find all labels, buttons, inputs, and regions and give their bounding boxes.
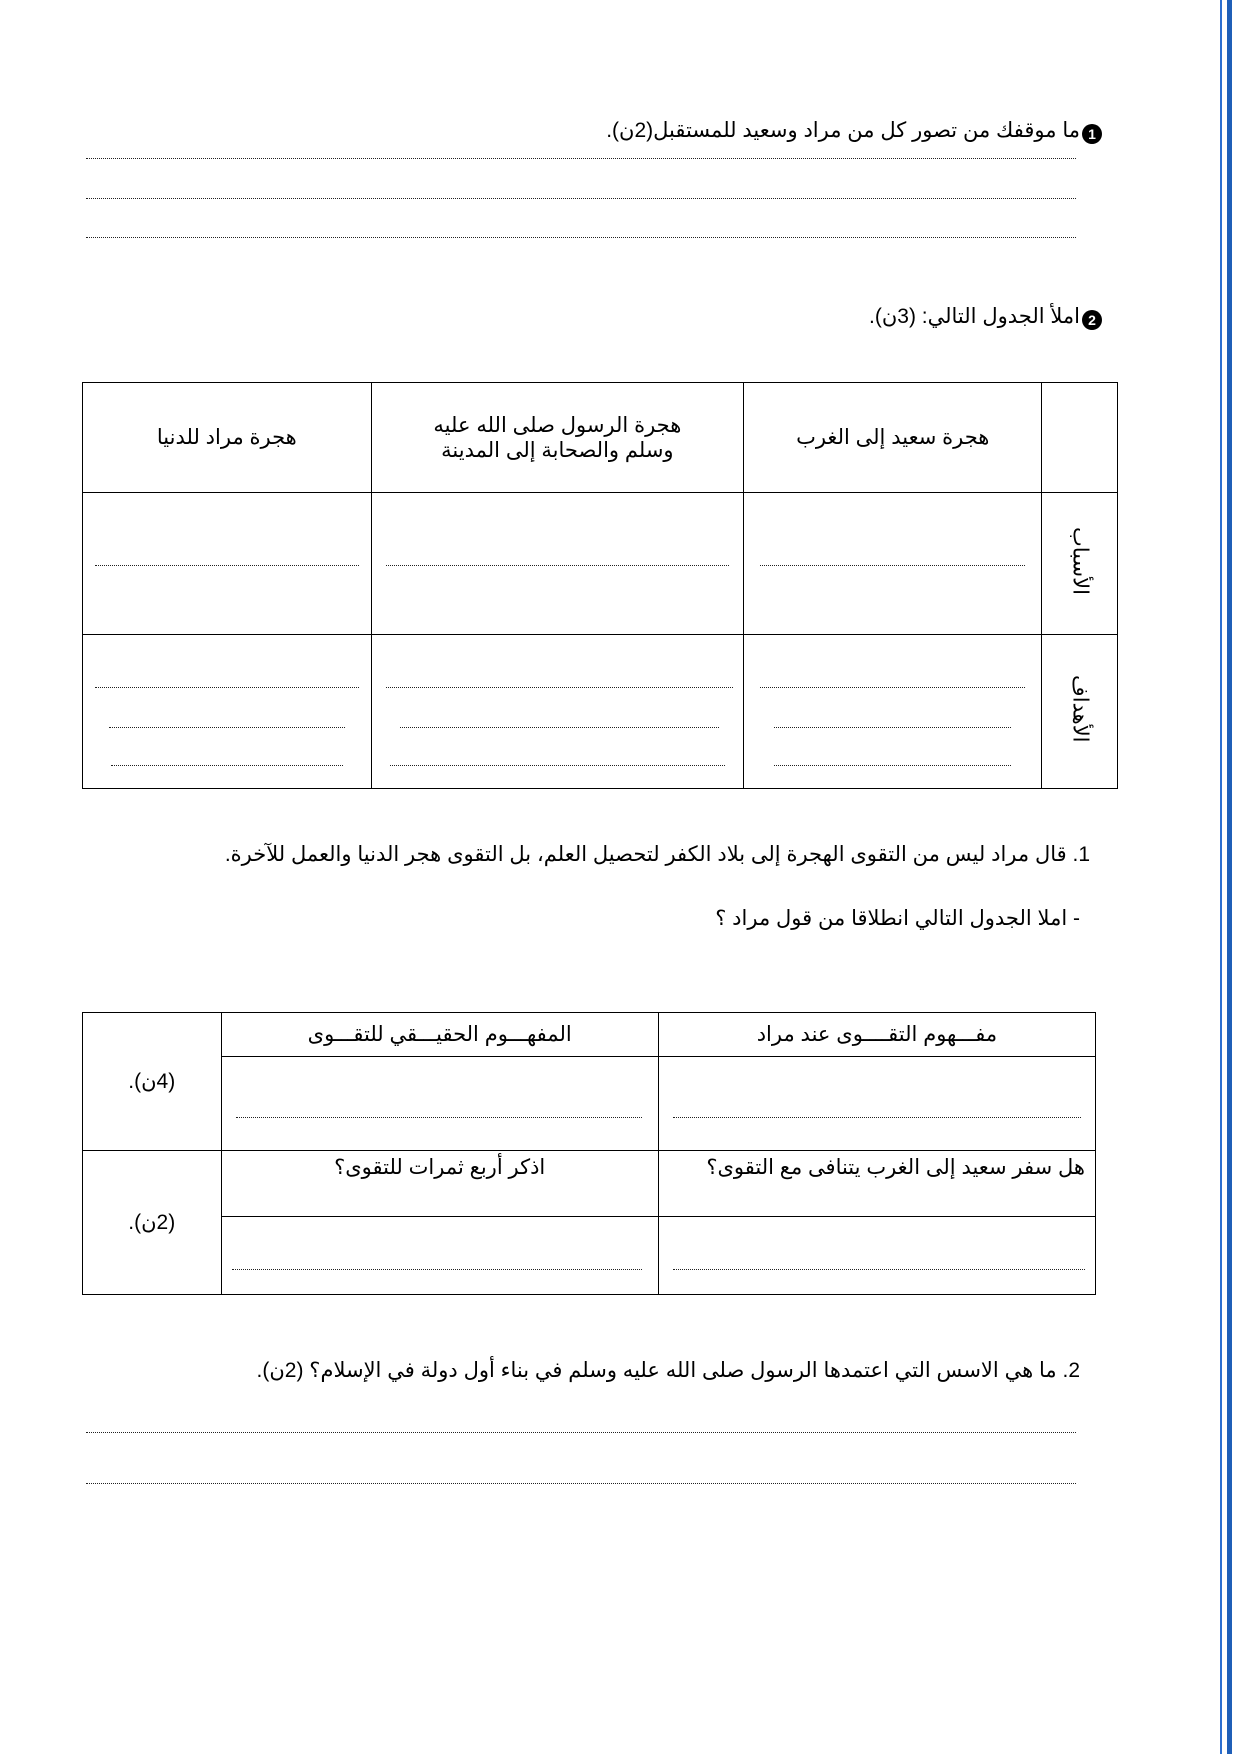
answer-line[interactable] [111,765,343,766]
question-2-text: املأ الجدول التالي: (3ن). [869,305,1080,328]
corner-cell [1042,383,1118,493]
answer-cell[interactable] [658,1057,1095,1151]
answer-line[interactable] [232,1269,642,1270]
answer-line[interactable] [774,727,1011,728]
answer-line[interactable] [386,687,733,688]
answer-line[interactable] [95,565,359,566]
answer-cell[interactable] [83,635,372,789]
answer-line[interactable] [86,158,1076,159]
header-murad-concept: مفـــهوم التقــــوى عند مراد [658,1013,1095,1057]
migration-table [82,382,1118,789]
answer-line[interactable] [673,1117,1081,1118]
page-border-inner [1220,0,1222,1754]
answer-line[interactable] [86,237,1076,238]
answer-cell[interactable] [221,1217,658,1295]
answer-line[interactable] [386,565,729,566]
answer-line[interactable] [86,198,1076,199]
answer-line[interactable] [673,1269,1085,1270]
question-3-instruction: - املا الجدول التالي انطلاقا من قول مراد ؟ [715,907,1080,930]
answer-line[interactable] [774,765,1011,766]
question-taqwa-fruits: اذكر أربع ثمرات للتقوى؟ [221,1151,658,1217]
answer-cell[interactable] [83,493,372,635]
answer-line[interactable] [760,687,1025,688]
answer-line[interactable] [95,687,359,688]
question-3: 1. قال مراد ليس من التقوى الهجرة إلى بلاد الكفر لتحصيل العلم، بل التقوى هجر الدنيا والعمل للآخرة. [224,843,1090,866]
header-prophet-migration: هجرة الرسول صلى الله عليه وسلم والصحابة إلى المدينة [371,383,743,493]
header-said-migration: هجرة سعيد إلى الغرب [744,383,1042,493]
answer-cell[interactable] [744,635,1042,789]
row-label-goals: الأهداف [1042,635,1118,789]
taqwa-table [82,1012,1096,1295]
answer-line[interactable] [236,1117,642,1118]
score-2: (2ن). [83,1151,222,1295]
answer-line[interactable] [390,765,725,766]
answer-line[interactable] [109,727,345,728]
answer-line[interactable] [760,565,1025,566]
question-4: 2. ما هي الاسس التي اعتمدها الرسول صلى الله عليه وسلم في بناء أول دولة في الإسلام؟ (2ن). [256,1359,1080,1382]
answer-cell[interactable] [221,1057,658,1151]
answer-cell[interactable] [658,1217,1095,1295]
question-2 [102,304,1102,330]
question-number-badge: 2 [1082,310,1102,330]
header-murad-migration: هجرة مراد للدنيا [83,383,372,493]
page-border-outer [1227,0,1232,1754]
answer-cell[interactable] [371,635,743,789]
question-1 [102,118,1102,144]
answer-line[interactable] [86,1432,1076,1433]
answer-cell[interactable] [371,493,743,635]
answer-line[interactable] [86,1483,1076,1484]
header-true-concept: المفهـــوم الحقيـــقي للتقـــوى [221,1013,658,1057]
row-label-reasons: الأسباب [1042,493,1118,635]
answer-line[interactable] [400,727,719,728]
question-1-text: ما موقفك من تصور كل من مراد وسعيد للمستقبل(2ن). [606,119,1080,142]
answer-cell[interactable] [744,493,1042,635]
question-said-travel: هل سفر سعيد إلى الغرب يتنافى مع التقوى؟ [658,1151,1095,1217]
score-4: (4ن). [83,1013,222,1151]
question-number-badge: 1 [1082,124,1102,144]
